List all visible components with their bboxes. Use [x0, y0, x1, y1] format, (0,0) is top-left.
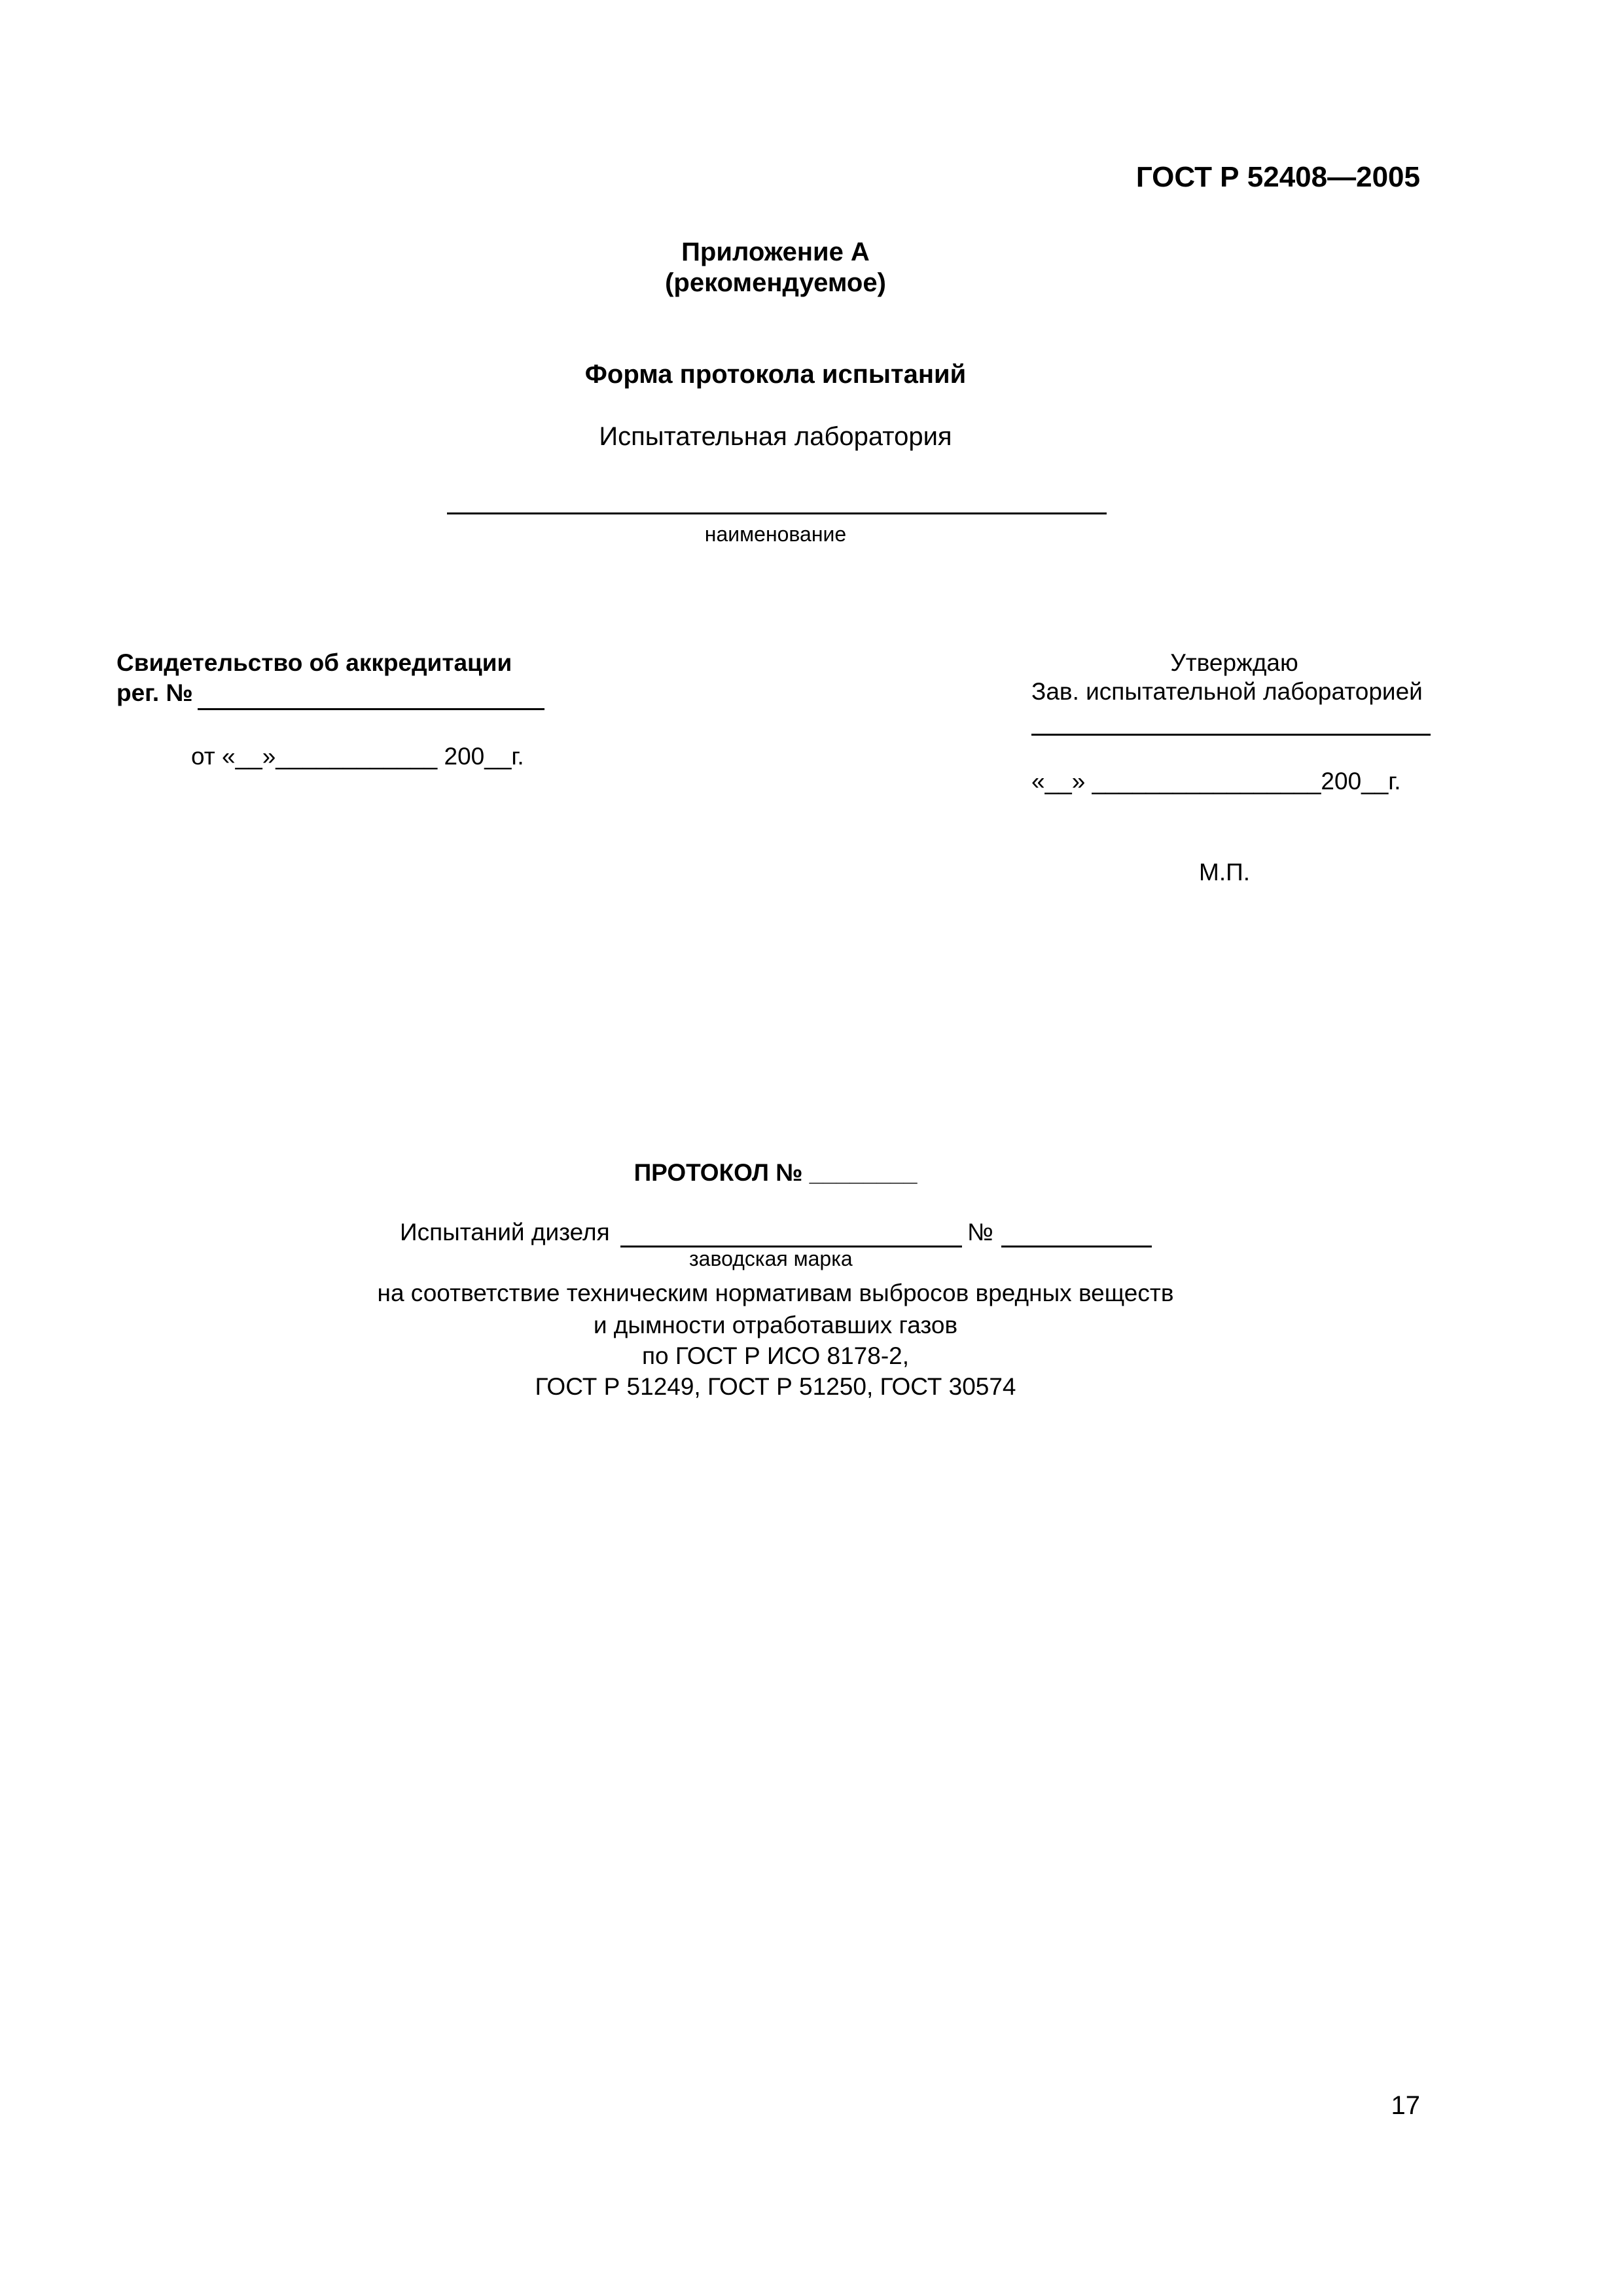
lab-name-caption: наименование: [704, 522, 847, 546]
approval-signature-line: [1031, 734, 1431, 736]
protocol-line-3: по ГОСТ Р ИСО 8178-2,: [641, 1342, 909, 1369]
lab-label: Испытательная лаборатория: [599, 422, 952, 451]
number-sign: №: [967, 1219, 993, 1246]
accreditation-date-line: от «__»____________ 200__г.: [191, 743, 524, 770]
approval-label: Утверждаю: [1170, 649, 1298, 676]
protocol-line-2: и дымности отработавших газов: [593, 1312, 958, 1338]
lab-name-line: [447, 512, 1107, 514]
appendix-title: Приложение А: [681, 238, 870, 266]
standard-designation: ГОСТ Р 52408—2005: [1135, 161, 1420, 193]
accreditation-title: Свидетельство об аккредитации: [116, 649, 512, 676]
seal-mark: М.П.: [1199, 859, 1250, 886]
approval-date-line: «__» _________________200__г.: [1031, 768, 1401, 795]
registration-line: [198, 708, 544, 710]
page-number: 17: [1391, 2091, 1420, 2120]
appendix-status: (рекомендуемое): [665, 268, 886, 297]
protocol-line-1: на соответствие техническим нормативам выбросов вредных веществ: [377, 1280, 1174, 1306]
protocol-title: ПРОТОКОЛ № ________: [633, 1159, 918, 1186]
approval-position: Зав. испытательной лабораторией: [1031, 678, 1423, 705]
form-title: Форма протокола испытаний: [584, 360, 967, 389]
protocol-line-4: ГОСТ Р 51249, ГОСТ Р 51250, ГОСТ 30574: [535, 1373, 1016, 1400]
engine-number-line: [1001, 1246, 1152, 1247]
tests-label: Испытаний дизеля: [400, 1219, 610, 1246]
registration-label: рег. №: [116, 679, 193, 706]
brand-caption: заводская марка: [689, 1247, 853, 1270]
